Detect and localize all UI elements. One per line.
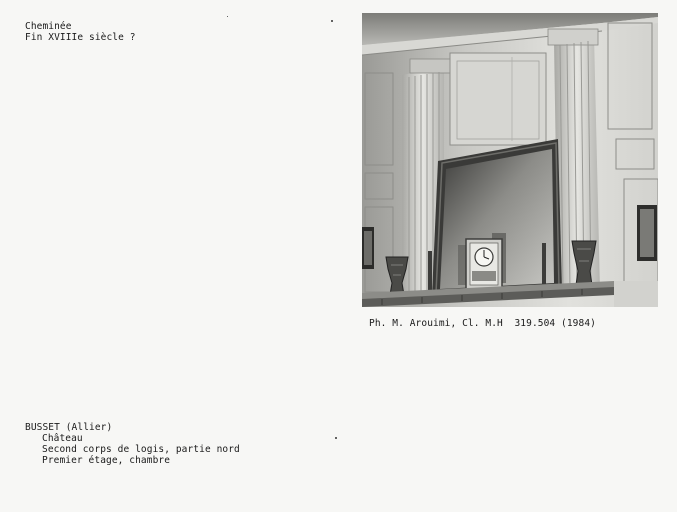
fireplace-photo	[362, 13, 658, 307]
object-title: Cheminée	[25, 21, 72, 32]
dust-speck	[331, 20, 333, 22]
location-building: Château	[42, 433, 83, 444]
location-part: Second corps de logis, partie nord	[42, 444, 240, 455]
dust-speck	[227, 16, 228, 17]
photo-credit: Ph. M. Arouimi, Cl. M.H 319.504 (1984)	[369, 318, 596, 329]
location-commune: BUSSET (Allier)	[25, 422, 113, 433]
dust-speck	[335, 437, 337, 439]
object-date: Fin XVIIIe siècle ?	[25, 32, 136, 43]
location-room: Premier étage, chambre	[42, 455, 171, 466]
